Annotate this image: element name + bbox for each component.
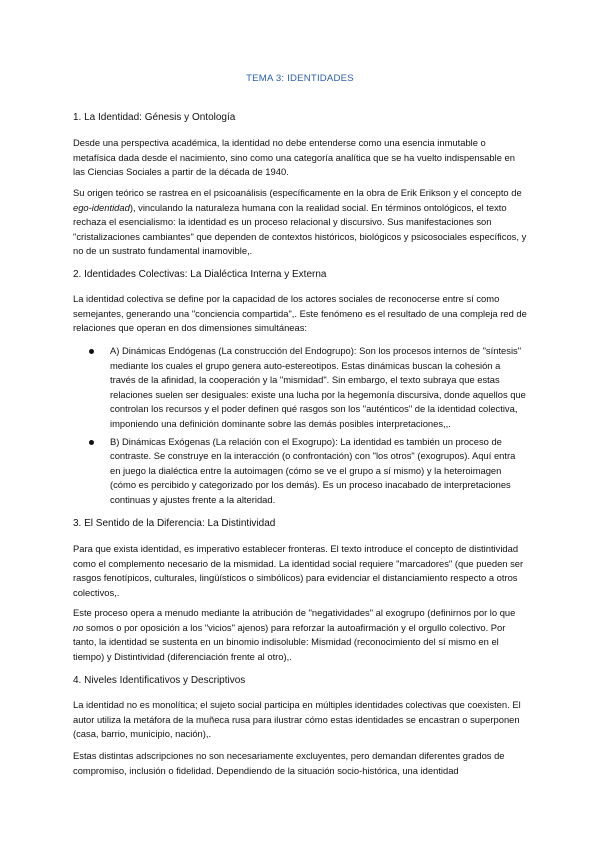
section-3-paragraph-1: Para que exista identidad, es imperativo establecer fronteras. El texto introduce el concepto de distintividad como el complemento necesario de la mismidad. La identidad social requiere "marcadores" (que pueden ser rasgos fenotípicos, culturales, lingüísticos o simbólicos) para evidenciar el distanciamiento respecto a otros colectivos,. bbox=[73, 543, 524, 598]
bullet-icon bbox=[89, 349, 94, 354]
section-4-paragraph-1: La identidad no es monolítica; el sujeto social participa en múltiples identidades colectivas que coexisten. El autor utiliza la metáfora de la muñeca rusa para ilustrar cómo estas identidades se encastran o superponen (casa, barrio, municipio, nación),. bbox=[73, 699, 521, 740]
section-2-paragraph-1: La identidad colectiva se define por la capacidad de los actores sociales de reconocerse entre sí como semejantes, generando una "conciencia compartida",. Este fenómeno es el resultado de una compleja red de relaciones que operan en dos dimensiones simultáneas: bbox=[73, 293, 527, 334]
section-2-heading: 2. Identidades Colectivas: La Dialéctica Interna y Externa bbox=[73, 269, 327, 280]
s1-p2-text-b: ), vinculando la naturaleza humana con la realidad social. En términos ontológicos, el texto rechaza el esencialismo: la identidad es un proceso relacional y discursivo. Sus manifestaciones son "cristalizaciones cambiantes" que dependen de contextos históricos, biológicos y psicosociales específicos, y no de un sustrato fundamental inamovible,. bbox=[73, 201, 527, 257]
section-4-paragraph-2: Estas distintas adscripciones no son necesariamente excluyentes, pero demandan diferentes grados de compromiso, inclusión o fidelidad. Dependiendo de la situación socio-histórica, una identidad bbox=[73, 750, 505, 776]
list-item bbox=[73, 435, 527, 508]
list-item-text: A) Dinámicas Endógenas (La construcción del Endogrupo): Son los procesos internos de "síntesis" mediante los cuales el grupo genera auto-estereotipos. Estas dinámicas buscan la cohesión a través de la afinidad, la cooperación y la "mismidad". Sin embargo, el texto subraya que estas relaciones suelen ser desiguales: existe una lucha por la hegemonía discursiva, donde aquellos que controlan los recursos y el poder definen qué rasgos son los "auténticos" de la identidad colectiva, imponiendo una definición dominante sobre las demás posibles interpretaciones,,. bbox=[110, 345, 526, 429]
list-item bbox=[73, 344, 527, 432]
bullet-icon bbox=[89, 440, 94, 445]
s1-p2-emphasis: ego-identidad bbox=[73, 201, 130, 213]
s3-p2-emphasis: no bbox=[73, 621, 84, 633]
s1-p2-text-a: Su origen teórico se rastrea en el psicoanálisis (específicamente en la obra de Erik Erikson y el concepto de bbox=[73, 187, 522, 198]
section-1-heading: 1. La Identidad: Génesis y Ontología bbox=[73, 112, 236, 123]
section-1-paragraph-1: Desde una perspectiva académica, la identidad no debe entenderse como una esencia inmutable o metafísica dada desde el nacimiento, sino como una categoría analítica que se ha vuelto indispensable en las Ciencias Sociales a partir de la década de 1940. bbox=[73, 137, 515, 178]
section-3-heading: 3. El Sentido de la Diferencia: La Distintividad bbox=[73, 518, 276, 529]
s3-p2-text-a: Este proceso opera a menudo mediante la atribución de "negatividades" al exogrupo (definirnos por lo que bbox=[73, 607, 516, 618]
section-1-paragraph-2 bbox=[73, 186, 527, 259]
s3-p2-text-b: somos o por oposición a los "vicios" ajenos) para reforzar la autoafirmación y el orgullo colectivo. Por tanto, la identidad se sustenta en un binomio indisoluble: Mismidad (reconocimiento del sí mismo en el tiempo) y Distintividad (diferenciación frente al otro),. bbox=[73, 621, 506, 662]
list-item-text: B) Dinámicas Exógenas (La relación con el Exogrupo): La identidad es también un proceso de contraste. Se construye en la interacción (o confrontación) con "los otros" (exogrupos). Aquí entra en juego la dialéctica entre la autoimagen (cómo se ve el grupo a sí mismo) y la heteroimagen (cómo es percibido y categorizado por los demás). Es un proceso inacabado de interpretaciones continuas y ajustes frente a la alteridad. bbox=[110, 435, 516, 505]
section-2-list bbox=[73, 344, 527, 511]
section-3-paragraph-2 bbox=[73, 606, 527, 664]
section-4-heading: 4. Niveles Identificativos y Descriptivos bbox=[73, 675, 246, 686]
document-title: TEMA 3: IDENTIDADES bbox=[246, 73, 354, 84]
